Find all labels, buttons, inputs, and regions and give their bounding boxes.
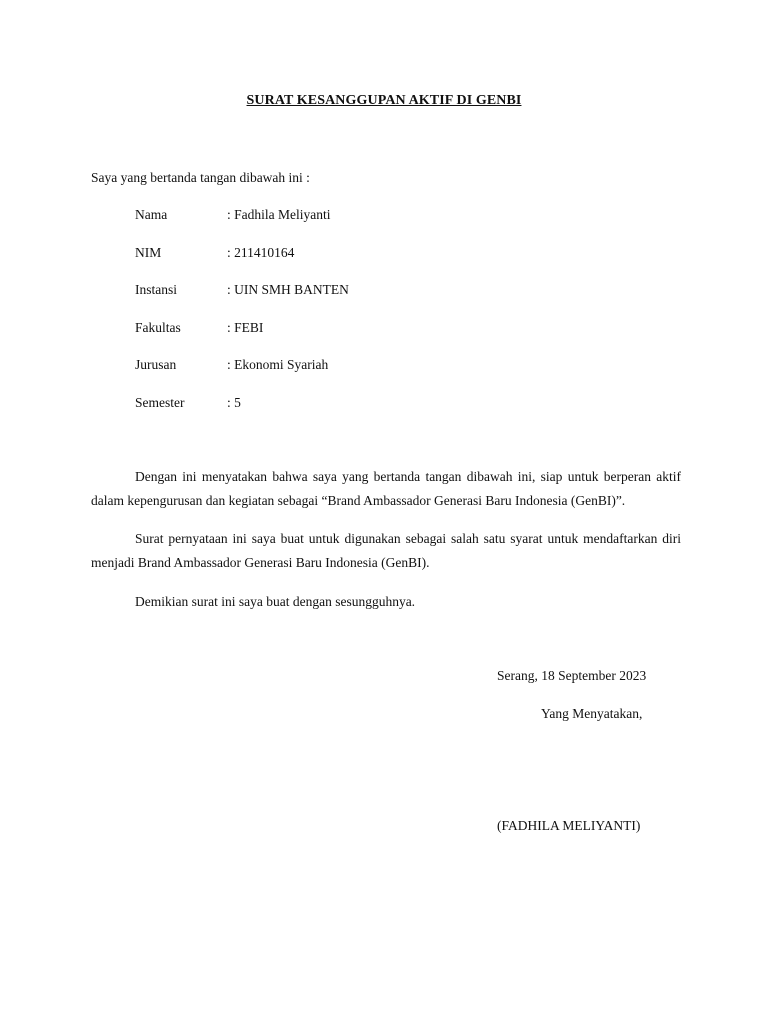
place-date: Serang, 18 September 2023 bbox=[497, 668, 647, 683]
field-value: : 5 bbox=[227, 394, 241, 410]
declarer-label: Yang Menyatakan, bbox=[541, 706, 643, 721]
field-label: Nama bbox=[135, 207, 168, 222]
signer-name: (FADHILA MELIYANTI) bbox=[497, 818, 641, 833]
field-label: Jurusan bbox=[135, 357, 177, 373]
field-row-semester bbox=[135, 395, 349, 433]
document-title: SURAT KESANGGUPAN AKTIF DI GENBI bbox=[246, 93, 522, 108]
identity-fields bbox=[135, 207, 349, 433]
field-label: NIM bbox=[135, 244, 162, 260]
field-row-nama bbox=[135, 207, 349, 245]
field-row-jurusan bbox=[135, 357, 349, 395]
field-value: : 211410164 bbox=[227, 244, 295, 260]
field-label: Fakultas bbox=[135, 319, 181, 335]
field-value: : Fadhila Meliyanti bbox=[227, 207, 331, 222]
field-value: : FEBI bbox=[227, 319, 264, 335]
field-label: Semester bbox=[135, 394, 185, 410]
purpose-text: Surat pernyataan ini saya buat untuk digunakan sebagai salah satu syarat untuk mendaftarkan diri menjadi Brand Ambassador Generasi Baru Indonesia (GenBI). bbox=[91, 531, 681, 570]
closing-paragraph: Demikian surat ini saya buat dengan sesungguhnya. bbox=[135, 594, 416, 609]
field-value: : UIN SMH BANTEN bbox=[227, 282, 349, 298]
field-value: : Ekonomi Syariah bbox=[227, 357, 329, 373]
statement-text: Dengan ini menyatakan bahwa saya yang bertanda tangan dibawah ini, siap untuk berperan aktif dalam kepengurusan dan kegiatan sebagai “Brand Ambassador Generasi Baru Indonesia (GenBI)”. bbox=[91, 469, 681, 508]
intro-text: Saya yang bertanda tangan dibawah ini : bbox=[91, 170, 310, 185]
purpose-paragraph bbox=[91, 527, 681, 575]
field-row-fakultas bbox=[135, 320, 349, 358]
statement-paragraph bbox=[91, 465, 681, 513]
field-label: Instansi bbox=[135, 282, 177, 298]
field-row-nim bbox=[135, 245, 349, 283]
field-row-instansi bbox=[135, 282, 349, 320]
